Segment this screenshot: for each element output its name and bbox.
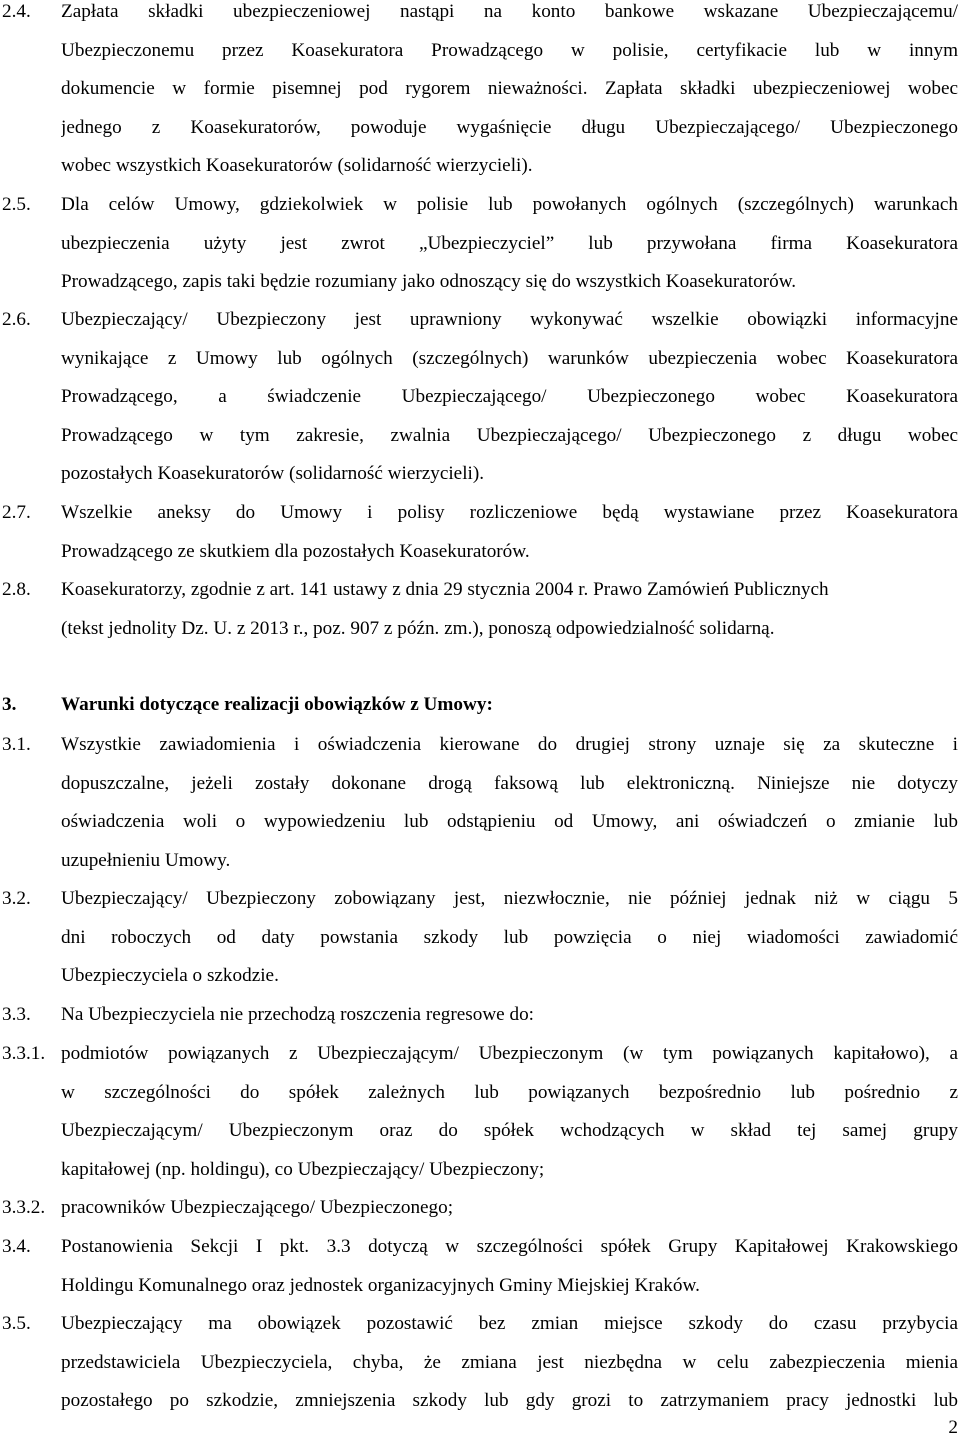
- text-line: Ubezpieczającym/ Ubezpieczonym oraz do spółek wchodzących w skład tej samej grupy: [61, 1120, 958, 1142]
- text-line: pozostałego po szkodzie, zmniejszenia szkody lub gdy grozi to zatrzymaniem pracy jednostki lub: [61, 1390, 958, 1412]
- section-text: [61, 1189, 958, 1228]
- text-line: kapitałowej (np. holdingu), co Ubezpieczający/ Ubezpieczony;: [61, 1158, 545, 1180]
- section-number: 3.3.: [2, 1004, 31, 1025]
- section-text: [61, 301, 958, 494]
- page-number: 2: [948, 1417, 958, 1438]
- section-number: 2.8.: [2, 579, 31, 600]
- section-text: [61, 494, 958, 571]
- text-line: Prowadzącego, zapis taki będzie rozumiany jako odnoszący się do wszystkich Koasekuratorów.: [61, 271, 797, 293]
- section-text: [61, 1035, 958, 1189]
- heading-text: [61, 686, 958, 725]
- text-line: Holdingu Komunalnego oraz jednostek organizacyjnych Gminy Miejskiej Kraków.: [61, 1274, 700, 1296]
- section-text: [61, 1305, 958, 1421]
- section-text: [61, 880, 958, 996]
- text-line: Prowadzącego w tym zakresie, zwalnia Ubezpieczającego/ Ubezpieczonego z długu wobec: [61, 424, 958, 446]
- section-number: 2.7.: [2, 502, 31, 523]
- section-text: [61, 571, 958, 648]
- text-line: dni roboczych od daty powstania szkody lub powzięcia o niej wiadomości zawiadomić: [61, 926, 958, 948]
- text-line: Koasekuratorzy, zgodnie z art. 141 ustawy z dnia 29 stycznia 2004 r. Prawo Zamówień Publicznych: [61, 579, 829, 600]
- text-line: pracowników Ubezpieczającego/ Ubezpieczonego;: [61, 1197, 454, 1218]
- text-line: Wszelkie aneksy do Umowy i polisy rozliczeniowe będą wystawiane przez Koasekuratora: [61, 502, 958, 523]
- section-text: [61, 0, 958, 186]
- section-number: 2.4.: [2, 1, 31, 22]
- text-line: Dla celów Umowy, gdziekolwiek w polisie lub powołanych ogólnych (szczególnych) warunkach: [61, 194, 958, 215]
- heading-number: 3.: [2, 694, 17, 715]
- section-number: 3.5.: [2, 1313, 31, 1334]
- text-line: wynikające z Umowy lub ogólnych (szczególnych) warunków ubezpieczenia wobec Koasekuratora: [61, 347, 958, 369]
- text-line: Ubezpieczający ma obowiązek pozostawić bez zmian miejsce szkody do czasu przybycia: [61, 1313, 958, 1334]
- text-line: jednego z Koasekuratorów, powoduje wygaśnięcie długu Ubezpieczającego/ Ubezpieczonego: [61, 116, 958, 138]
- section-text: [61, 996, 958, 1035]
- text-line: podmiotów powiązanych z Ubezpieczającym/ Ubezpieczonym (w tym powiązanych kapitałowo), a: [61, 1043, 958, 1064]
- section-text: [61, 726, 958, 880]
- text-line: dopuszczalne, jeżeli zostały dokonane drogą faksową lub elektroniczną. Niniejsze nie dotyczy: [61, 772, 958, 794]
- section-number: 3.4.: [2, 1236, 31, 1257]
- text-line: Prowadzącego ze skutkiem dla pozostałych Koasekuratorów.: [61, 540, 530, 562]
- section-number: 2.6.: [2, 309, 31, 330]
- text-line: w szczególności do spółek zależnych lub powiązanych bezpośrednio lub pośrednio z: [61, 1081, 958, 1103]
- text-line: (tekst jednolity Dz. U. z 2013 r., poz. 907 z późn. zm.), ponoszą odpowiedzialność solidarną.: [61, 617, 775, 639]
- section-text: [61, 1228, 958, 1305]
- text-line: Na Ubezpieczyciela nie przechodzą roszczenia regresowe do:: [61, 1004, 535, 1025]
- text-line: Ubezpieczający/ Ubezpieczony zobowiązany jest, niezwłocznie, nie później jednak niż w ciągu 5: [61, 888, 958, 909]
- text-line: Ubezpieczonemu przez Koasekuratora Prowadzącego w polisie, certyfikacie lub w innym: [61, 39, 958, 61]
- text-line: dokumencie w formie pisemnej pod rygorem nieważności. Zapłata składki ubezpieczeniowej wobec: [61, 78, 958, 100]
- section-number: 3.3.1.: [2, 1043, 46, 1064]
- text-line: Prowadzącego, a świadczenie Ubezpieczającego/ Ubezpieczonego wobec Koasekuratora: [61, 386, 958, 408]
- text-line: przedstawiciela Ubezpieczyciela, chyba, że zmiana jest niezbędna w celu zabezpieczenia mienia: [61, 1351, 958, 1373]
- text-line: Postanowienia Sekcji I pkt. 3.3 dotyczą w szczególności spółek Grupy Kapitałowej Krakowskiego: [61, 1236, 958, 1257]
- text-line: wobec wszystkich Koasekuratorów (solidarność wierzycieli).: [61, 155, 533, 177]
- text-line: uzupełnieniu Umowy.: [61, 849, 231, 871]
- text-line: ubezpieczenia użyty jest zwrot „Ubezpieczyciel” lub przywołana firma Koasekuratora: [61, 232, 958, 254]
- text-line: pozostałych Koasekuratorów (solidarność wierzycieli).: [61, 463, 485, 485]
- text-line: Ubezpieczający/ Ubezpieczony jest uprawniony wykonywać wszelkie obowiązki informacyjne: [61, 309, 958, 330]
- section-number: 3.3.2.: [2, 1197, 46, 1218]
- section-number: 3.1.: [2, 734, 31, 755]
- text-line: Wszystkie zawiadomienia i oświadczenia kierowane do drugiej strony uznaje się za skuteczne i: [61, 734, 958, 755]
- section-number: 3.2.: [2, 888, 31, 909]
- section-text: [61, 186, 958, 302]
- text-line: oświadczenia woli o wypowiedzeniu lub odstąpieniu od Umowy, ani oświadczeń o zmianie lub: [61, 811, 958, 833]
- text-line: Zapłata składki ubezpieczeniowej nastąpi na konto bankowe wskazane Ubezpieczającemu/: [61, 1, 958, 22]
- text-line: Ubezpieczyciela o szkodzie.: [61, 965, 279, 987]
- section-number: 2.5.: [2, 194, 31, 215]
- section-heading: Warunki dotyczące realizacji obowiązków z Umowy:: [61, 694, 493, 715]
